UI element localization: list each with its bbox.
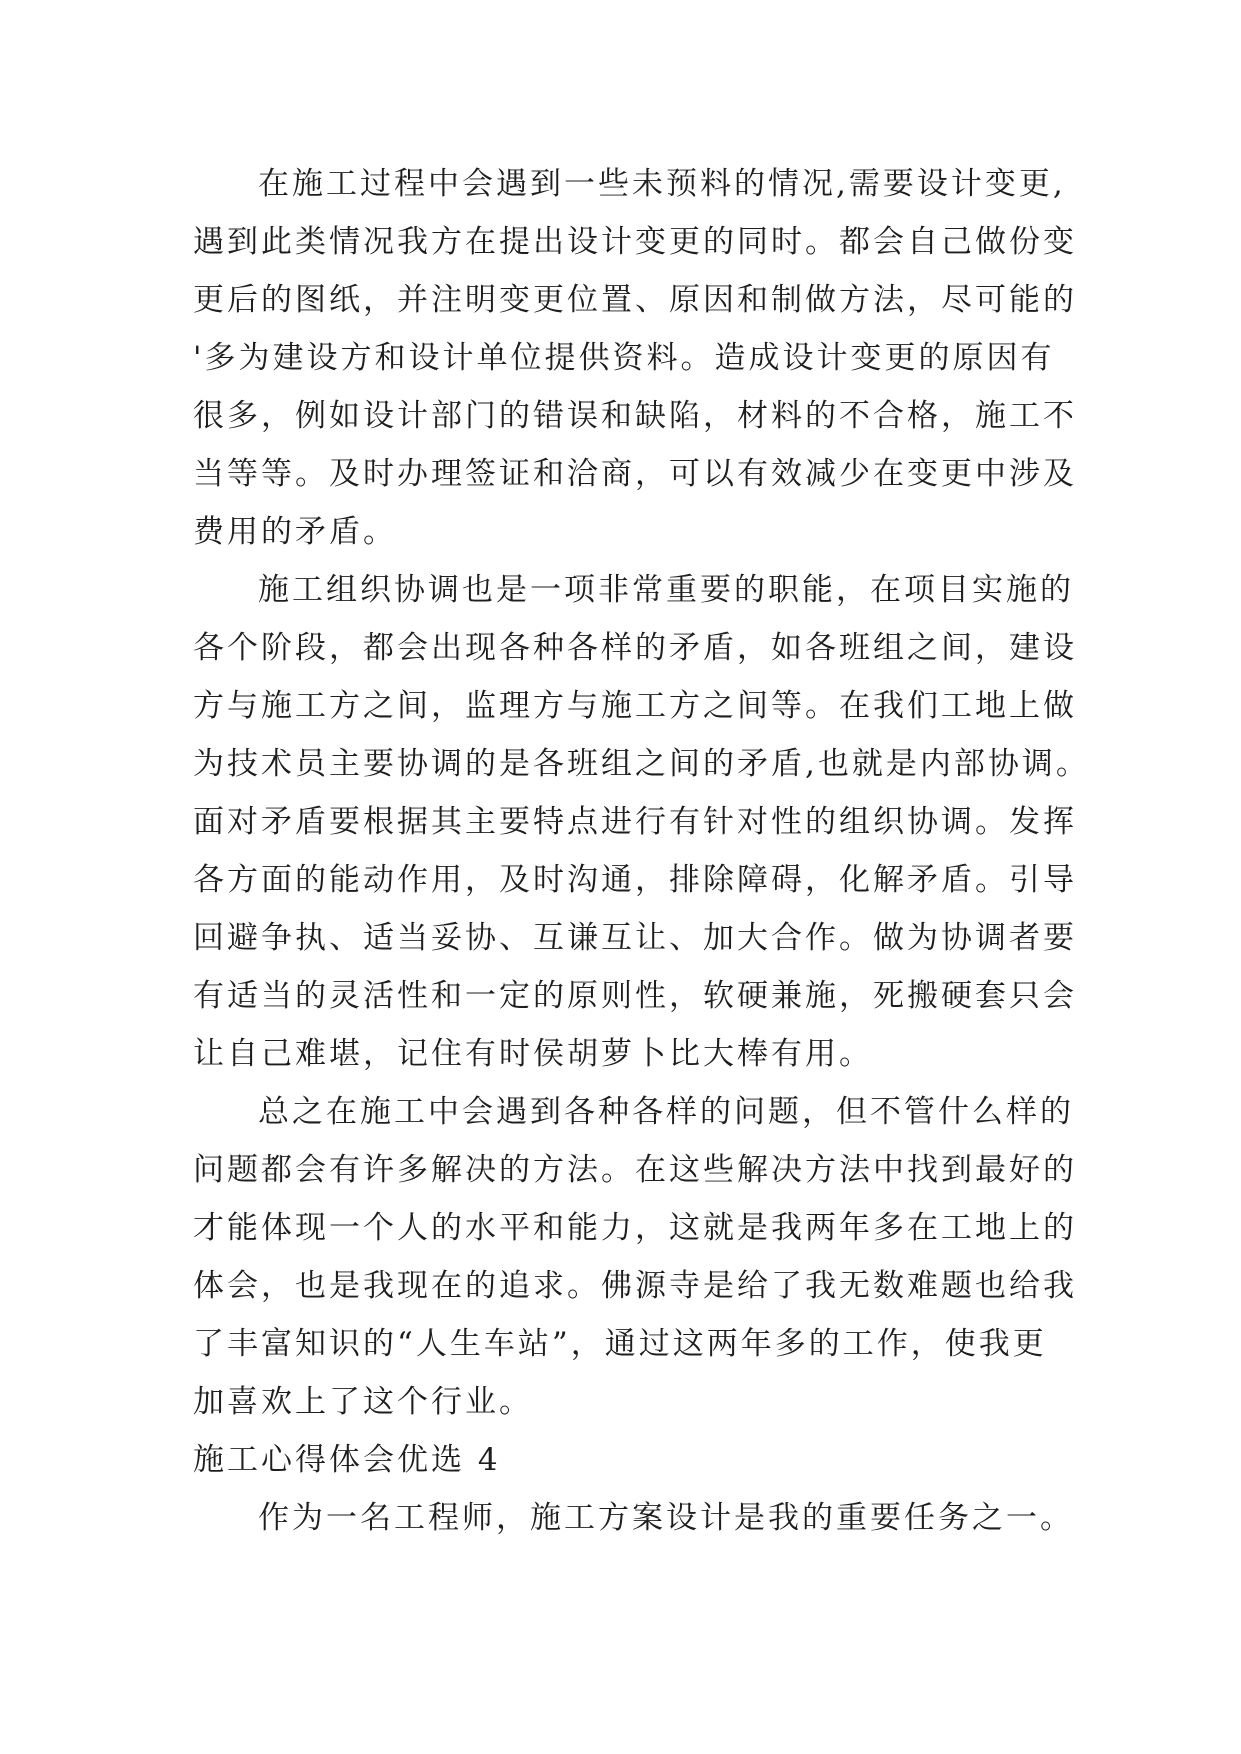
paragraph-2-line-1: 施工组织协调也是一项非常重要的职能，在项目实施的 — [258, 572, 1074, 608]
paragraph-2-line-3: 方与施工方之间，监理方与施工方之间等。在我们工地上做 — [193, 688, 1077, 724]
paragraph-1-line-2: 遇到此类情况我方在提出设计变更的同时。都会自己做份变 — [193, 224, 1077, 260]
paragraph-3-line-2: 问题都会有许多解决的方法。在这些解决方法中找到最好的 — [193, 1152, 1077, 1188]
paragraph-2-line-4: 为技术员主要协调的是各班组之间的矛盾,也就是内部协调。 — [193, 746, 1090, 782]
paragraph-1-line-3: 更后的图纸，并注明变更位置、原因和制做方法，尽可能的 — [193, 282, 1077, 318]
section-heading: 施工心得体会优选 4 — [193, 1442, 501, 1478]
paragraph-3-line-3: 才能体现一个人的水平和能力，这就是我两年多在工地上的 — [193, 1210, 1077, 1246]
paragraph-1-line-1: 在施工过程中会遇到一些未预料的情况,需要设计变更, — [258, 166, 1066, 202]
paragraph-2-line-9: 让自己难堪，记住有时侯胡萝卜比大棒有用。 — [193, 1036, 873, 1072]
paragraph-2-line-5: 面对矛盾要根据其主要特点进行有针对性的组织协调。发挥 — [193, 804, 1077, 840]
paragraph-2-line-6: 各方面的能动作用，及时沟通，排除障碍，化解矛盾。引导 — [193, 862, 1077, 898]
paragraph-2-line-2: 各个阶段，都会出现各种各样的矛盾，如各班组之间，建设 — [193, 630, 1077, 666]
paragraph-1-line-5: 很多，例如设计部门的错误和缺陷，材料的不合格，施工不 — [193, 398, 1077, 434]
paragraph-1-line-6: 当等等。及时办理签证和洽商，可以有效减少在变更中涉及 — [193, 456, 1077, 492]
paragraph-3-line-4: 体会，也是我现在的追求。佛源寺是给了我无数难题也给我 — [193, 1268, 1077, 1304]
paragraph-3-line-6: 加喜欢上了这个行业。 — [193, 1384, 533, 1420]
paragraph-2-line-7: 回避争执、适当妥协、互谦互让、加大合作。做为协调者要 — [193, 920, 1077, 956]
paragraph-3-line-5: 了丰富知识的“人生车站”，通过这两年多的工作，使我更 — [193, 1326, 1047, 1362]
paragraph-2-line-8: 有适当的灵活性和一定的原则性，软硬兼施，死搬硬套只会 — [193, 978, 1077, 1014]
paragraph-1-line-7: 费用的矛盾。 — [193, 514, 397, 550]
paragraph-1-line-4: '多为建设方和设计单位提供资料。造成设计变更的原因有 — [193, 340, 1055, 376]
paragraph-3-line-1: 总之在施工中会遇到各种各样的问题，但不管什么样的 — [258, 1094, 1074, 1130]
paragraph-4-line-1: 作为一名工程师，施工方案设计是我的重要任务之一。 — [258, 1500, 1074, 1536]
